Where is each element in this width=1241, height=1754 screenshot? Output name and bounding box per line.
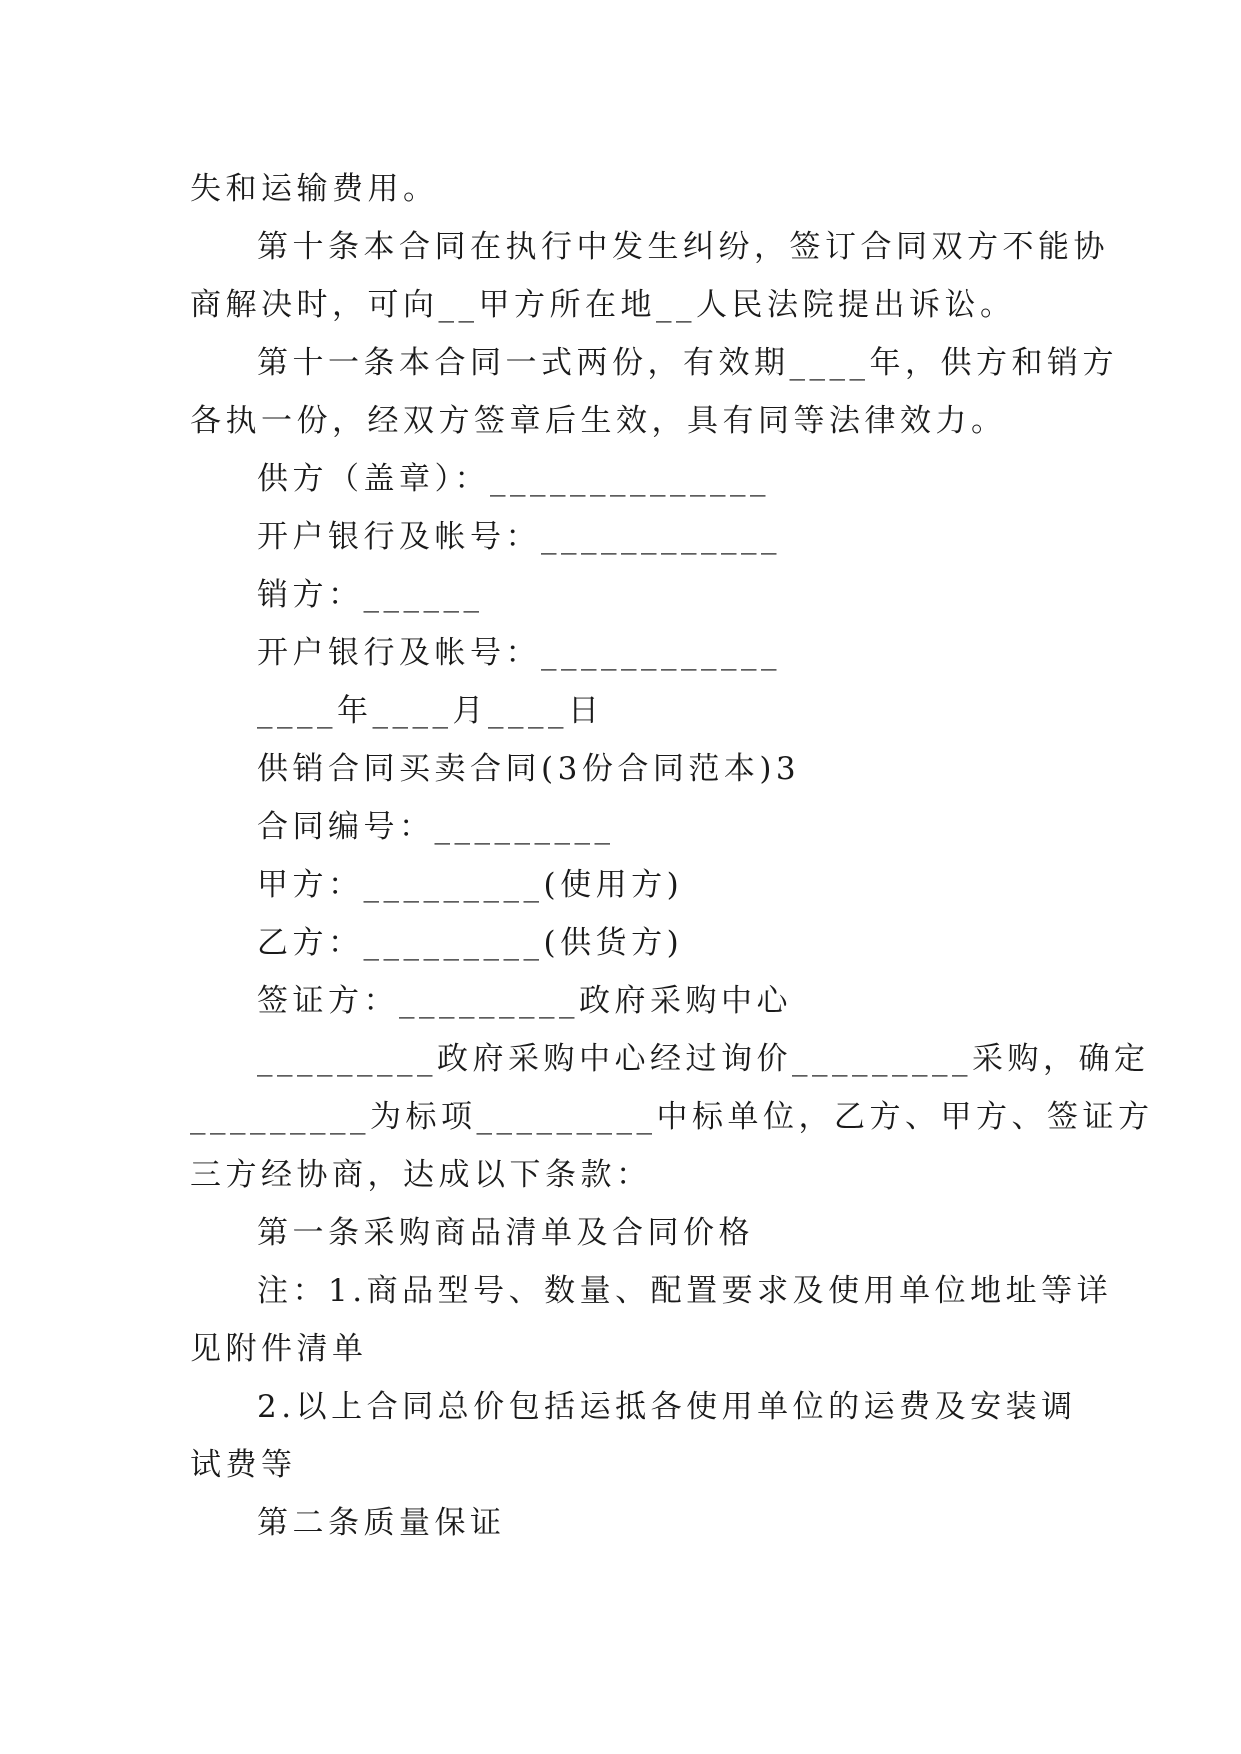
text-line-16: _________政府采购中心经过询价_________采购，确定 <box>257 1041 1150 1077</box>
text-line-1: 失和运输费用。 <box>190 171 439 207</box>
text-line-11: 供销合同买卖合同(3份合同范本)3 <box>257 751 801 787</box>
document-page <box>190 160 1154 1552</box>
text-line-23: 试费等 <box>190 1447 297 1483</box>
text-line-6: 供方（盖章）：______________ <box>257 461 770 497</box>
text-line-15: 签证方：_________政府采购中心 <box>257 983 792 1019</box>
text-line-2: 第十条本合同在执行中发生纠纷，签订合同双方不能协 <box>257 229 1109 265</box>
text-line-17: _________为标项_________中标单位，乙方、甲方、签证方 <box>190 1099 1154 1135</box>
text-line-4: 第十一条本合同一式两份，有效期____年，供方和销方 <box>257 345 1118 381</box>
text-line-3: 商解决时，可向__甲方所在地__人民法院提出诉讼。 <box>190 287 1016 323</box>
text-line-21: 见附件清单 <box>190 1331 368 1367</box>
text-line-14: 乙方：_________(供货方) <box>257 925 684 961</box>
text-line-20: 注：1.商品型号、数量、配置要求及使用单位地址等详 <box>257 1273 1113 1309</box>
text-line-18: 三方经协商，达成以下条款： <box>190 1157 652 1193</box>
text-line-5: 各执一份，经双方签章后生效，具有同等法律效力。 <box>190 403 1007 439</box>
text-line-22: 2.以上合同总价包括运抵各使用单位的运费及安装调 <box>257 1389 1077 1425</box>
text-line-19: 第一条采购商品清单及合同价格 <box>257 1215 754 1251</box>
text-line-24: 第二条质量保证 <box>257 1505 506 1541</box>
text-line-13: 甲方：_________(使用方) <box>257 867 684 903</box>
text-line-12: 合同编号：_________ <box>257 809 615 845</box>
text-line-10: ____年____月____日 <box>257 693 604 729</box>
text-line-8: 销方：______ <box>257 577 484 613</box>
text-line-7: 开户银行及帐号：____________ <box>257 519 781 555</box>
text-line-9: 开户银行及帐号：____________ <box>257 635 781 671</box>
